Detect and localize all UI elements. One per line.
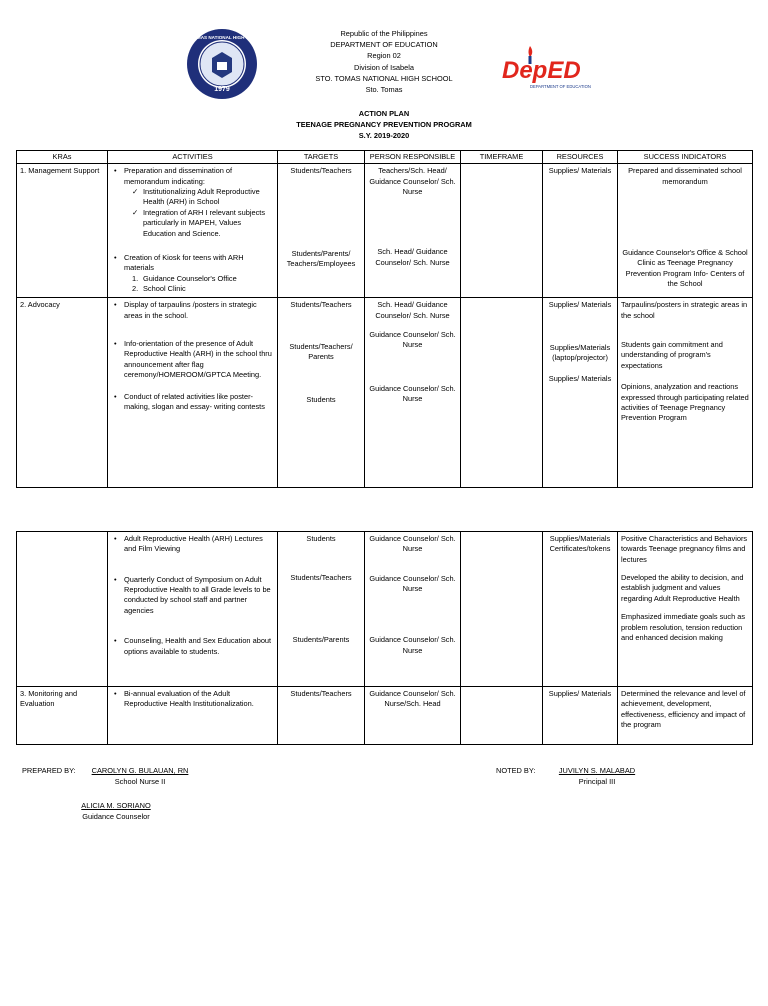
title-line: ACTION PLAN xyxy=(358,109,410,118)
activity-item: • Bi-annual evaluation of the Adult Reproductive Health Institutionalization. xyxy=(111,689,274,710)
header-line: Region 02 xyxy=(367,51,401,61)
table-row xyxy=(17,298,753,488)
header-line: DEPARTMENT OF EDUCATION xyxy=(330,40,438,50)
title-line: TEENAGE PREGNANCY PREVENTION PROGRAM xyxy=(296,120,472,130)
table-header-row xyxy=(17,151,753,164)
table-row xyxy=(17,164,753,298)
resources-cell: Supplies/ Materials xyxy=(543,687,618,745)
table-row xyxy=(17,687,753,745)
success-indicators-cell: Prepared and disseminated school memorandum Guidance Counselor's Office & School Clinic as Teenage Pregnancy Prevention Program Info- Centers of the School xyxy=(618,164,753,298)
header-line: STO. TOMAS NATIONAL HIGH SCHOOL xyxy=(315,73,453,83)
targets-cell: Students Students/Teachers Students/Parents xyxy=(278,532,365,687)
table-row xyxy=(17,532,753,687)
person-responsible-cell: Guidance Counselor/ Sch. Nurse Guidance Counselor/ Sch. Nurse Guidance Counselor/ Sch. Nurse xyxy=(365,532,461,687)
header-line: Division of Isabela xyxy=(354,62,414,72)
second-signatory-title: Guidance Counselor xyxy=(82,812,150,821)
person-responsible-cell: Sch. Head/ Guidance Counselor/ Sch. Nurse Guidance Counselor/ Sch. Nurse Guidance Counselor/ Sch. Nurse xyxy=(365,298,461,488)
header-line: Sto. Tomas xyxy=(365,85,403,95)
activity-subitem: 1. Guidance Counselor's Office xyxy=(132,273,237,283)
success-indicators-cell: Determined the relevance and level of achievement, development, effectiveness, efficiency and impact of the program xyxy=(618,687,753,745)
prepared-by-name: CAROLYN G. BULAUAN, RN xyxy=(91,766,189,775)
person-responsible-cell: Guidance Counselor/ Sch. Nurse/Sch. Head xyxy=(365,687,461,745)
resources-cell: Supplies/ Materials Supplies/Materials (laptop/projector) Supplies/ Materials xyxy=(543,298,618,488)
column-header: TARGETS xyxy=(278,151,365,164)
timeframe-cell xyxy=(461,532,543,687)
column-header: KRAs xyxy=(17,151,108,164)
activity-item: • Conduct of related activities like poster-making, slogan and essay- writing contests xyxy=(111,392,274,413)
activity-item: • Counseling, Health and Sex Education about options available to students. xyxy=(111,636,274,657)
activity-item: • Display of tarpaulins /posters in strategic areas in the school. xyxy=(111,300,274,321)
activity-item: • Info-orientation of the presence of Adult Reproductive Health (ARH) in the school thru announcement after flag ceremony/HOMEROOM/GPTCA Meeting. xyxy=(111,339,274,380)
header-line: Republic of the Philippines xyxy=(340,29,428,38)
targets-cell: Students/Teachers xyxy=(278,687,365,745)
action-plan-table-page2 xyxy=(16,531,753,745)
success-indicators-cell: Positive Characteristics and Behaviors towards Teenage pregnancy films and lectures Developed the ability to decision, and establish judgment and values regarding Adult Reproductive Health Emphasized immediate goals such as problem resolution, tension reduction and enhanced decision making xyxy=(618,532,753,687)
noted-by-title: Principal III xyxy=(578,777,616,786)
prepared-by-title: School Nurse II xyxy=(114,777,166,786)
timeframe-cell xyxy=(461,687,543,745)
activities-cell xyxy=(108,298,278,488)
resources-cell: Supplies/Materials Certificates/tokens xyxy=(543,532,618,687)
activity-item: • Preparation and dissemination of memorandum indicating: ✓ Institutionalizing Adult Reproductive Health (ARH) in School ✓ Integration of ARH I relevant subjects particularly in MAPEH, Values Education and Science. xyxy=(111,166,274,239)
noted-by-name: JUVILYN S. MALABAD xyxy=(558,766,636,775)
prepared-by-block xyxy=(85,765,195,787)
targets-cell: Students/Teachers Students/Teachers/ Parents Students xyxy=(278,298,365,488)
column-header: TIMEFRAME xyxy=(461,151,543,164)
person-responsible-cell: Teachers/Sch. Head/ Guidance Counselor/ Sch. Nurse Sch. Head/ Guidance Counselor/ Sch. Nurse xyxy=(365,164,461,298)
prepared-by-label: PREPARED BY: xyxy=(22,766,76,775)
school-logo-ring-text: STO. TOMAS NATIONAL HIGH SCHOOL xyxy=(178,35,266,40)
column-header: SUCCESS INDICATORS xyxy=(618,151,753,164)
kra-cell xyxy=(17,532,108,687)
second-signatory-block xyxy=(66,800,166,822)
activity-subitem: ✓ Integration of ARH I relevant subjects particularly in MAPEH, Values Education and Science. xyxy=(132,208,274,239)
document-title xyxy=(0,108,768,142)
document-header xyxy=(0,28,768,95)
column-header: RESOURCES xyxy=(543,151,618,164)
success-indicators-cell: Tarpaulins/posters in strategic areas in the school Students gain commitment and understanding of program's expectations Opinions, analyzation and reactions expressed through participating related activities of Teenage Pregnancy Prevention Program xyxy=(618,298,753,488)
activity-item: • Creation of Kiosk for teens with ARH materials 1. Guidance Counselor's Office 2. School Clinic xyxy=(111,253,274,294)
kra-cell: 3. Monitoring and Evaluation xyxy=(17,687,108,745)
noted-by-label: NOTED BY: xyxy=(496,766,536,775)
deped-logo-subtext: DEPARTMENT OF EDUCATION xyxy=(530,84,591,89)
kra-cell: 2. Advocacy xyxy=(17,298,108,488)
activity-item: • Adult Reproductive Health (ARH) Lectures and Film Viewing xyxy=(111,534,274,555)
activity-subitem: 2. School Clinic xyxy=(132,283,186,293)
school-logo-year: 1979 xyxy=(214,86,230,93)
column-header: ACTIVITIES xyxy=(108,151,278,164)
column-header: PERSON RESPONSIBLE xyxy=(365,151,461,164)
title-line: S.Y. 2019-2020 xyxy=(358,131,410,141)
activities-cell xyxy=(108,532,278,687)
resources-cell: Supplies/ Materials xyxy=(543,164,618,298)
timeframe-cell xyxy=(461,164,543,298)
activities-cell xyxy=(108,687,278,745)
deped-logo-text: DepED xyxy=(502,57,581,84)
action-plan-table-page1 xyxy=(16,150,753,488)
activity-subitem: ✓ Institutionalizing Adult Reproductive Health (ARH) in School xyxy=(132,187,274,208)
activities-cell xyxy=(108,164,278,298)
noted-by-block xyxy=(547,765,647,787)
timeframe-cell xyxy=(461,298,543,488)
targets-cell: Students/Teachers Students/Parents/ Teachers/Employees xyxy=(278,164,365,298)
kra-cell: 1. Management Support xyxy=(17,164,108,298)
second-signatory-name: ALICIA M. SORIANO xyxy=(81,801,151,810)
activity-item: • Quarterly Conduct of Symposium on Adult Reproductive Health to all Grade levels to be conducted by school staff and partner agencies xyxy=(111,575,274,616)
